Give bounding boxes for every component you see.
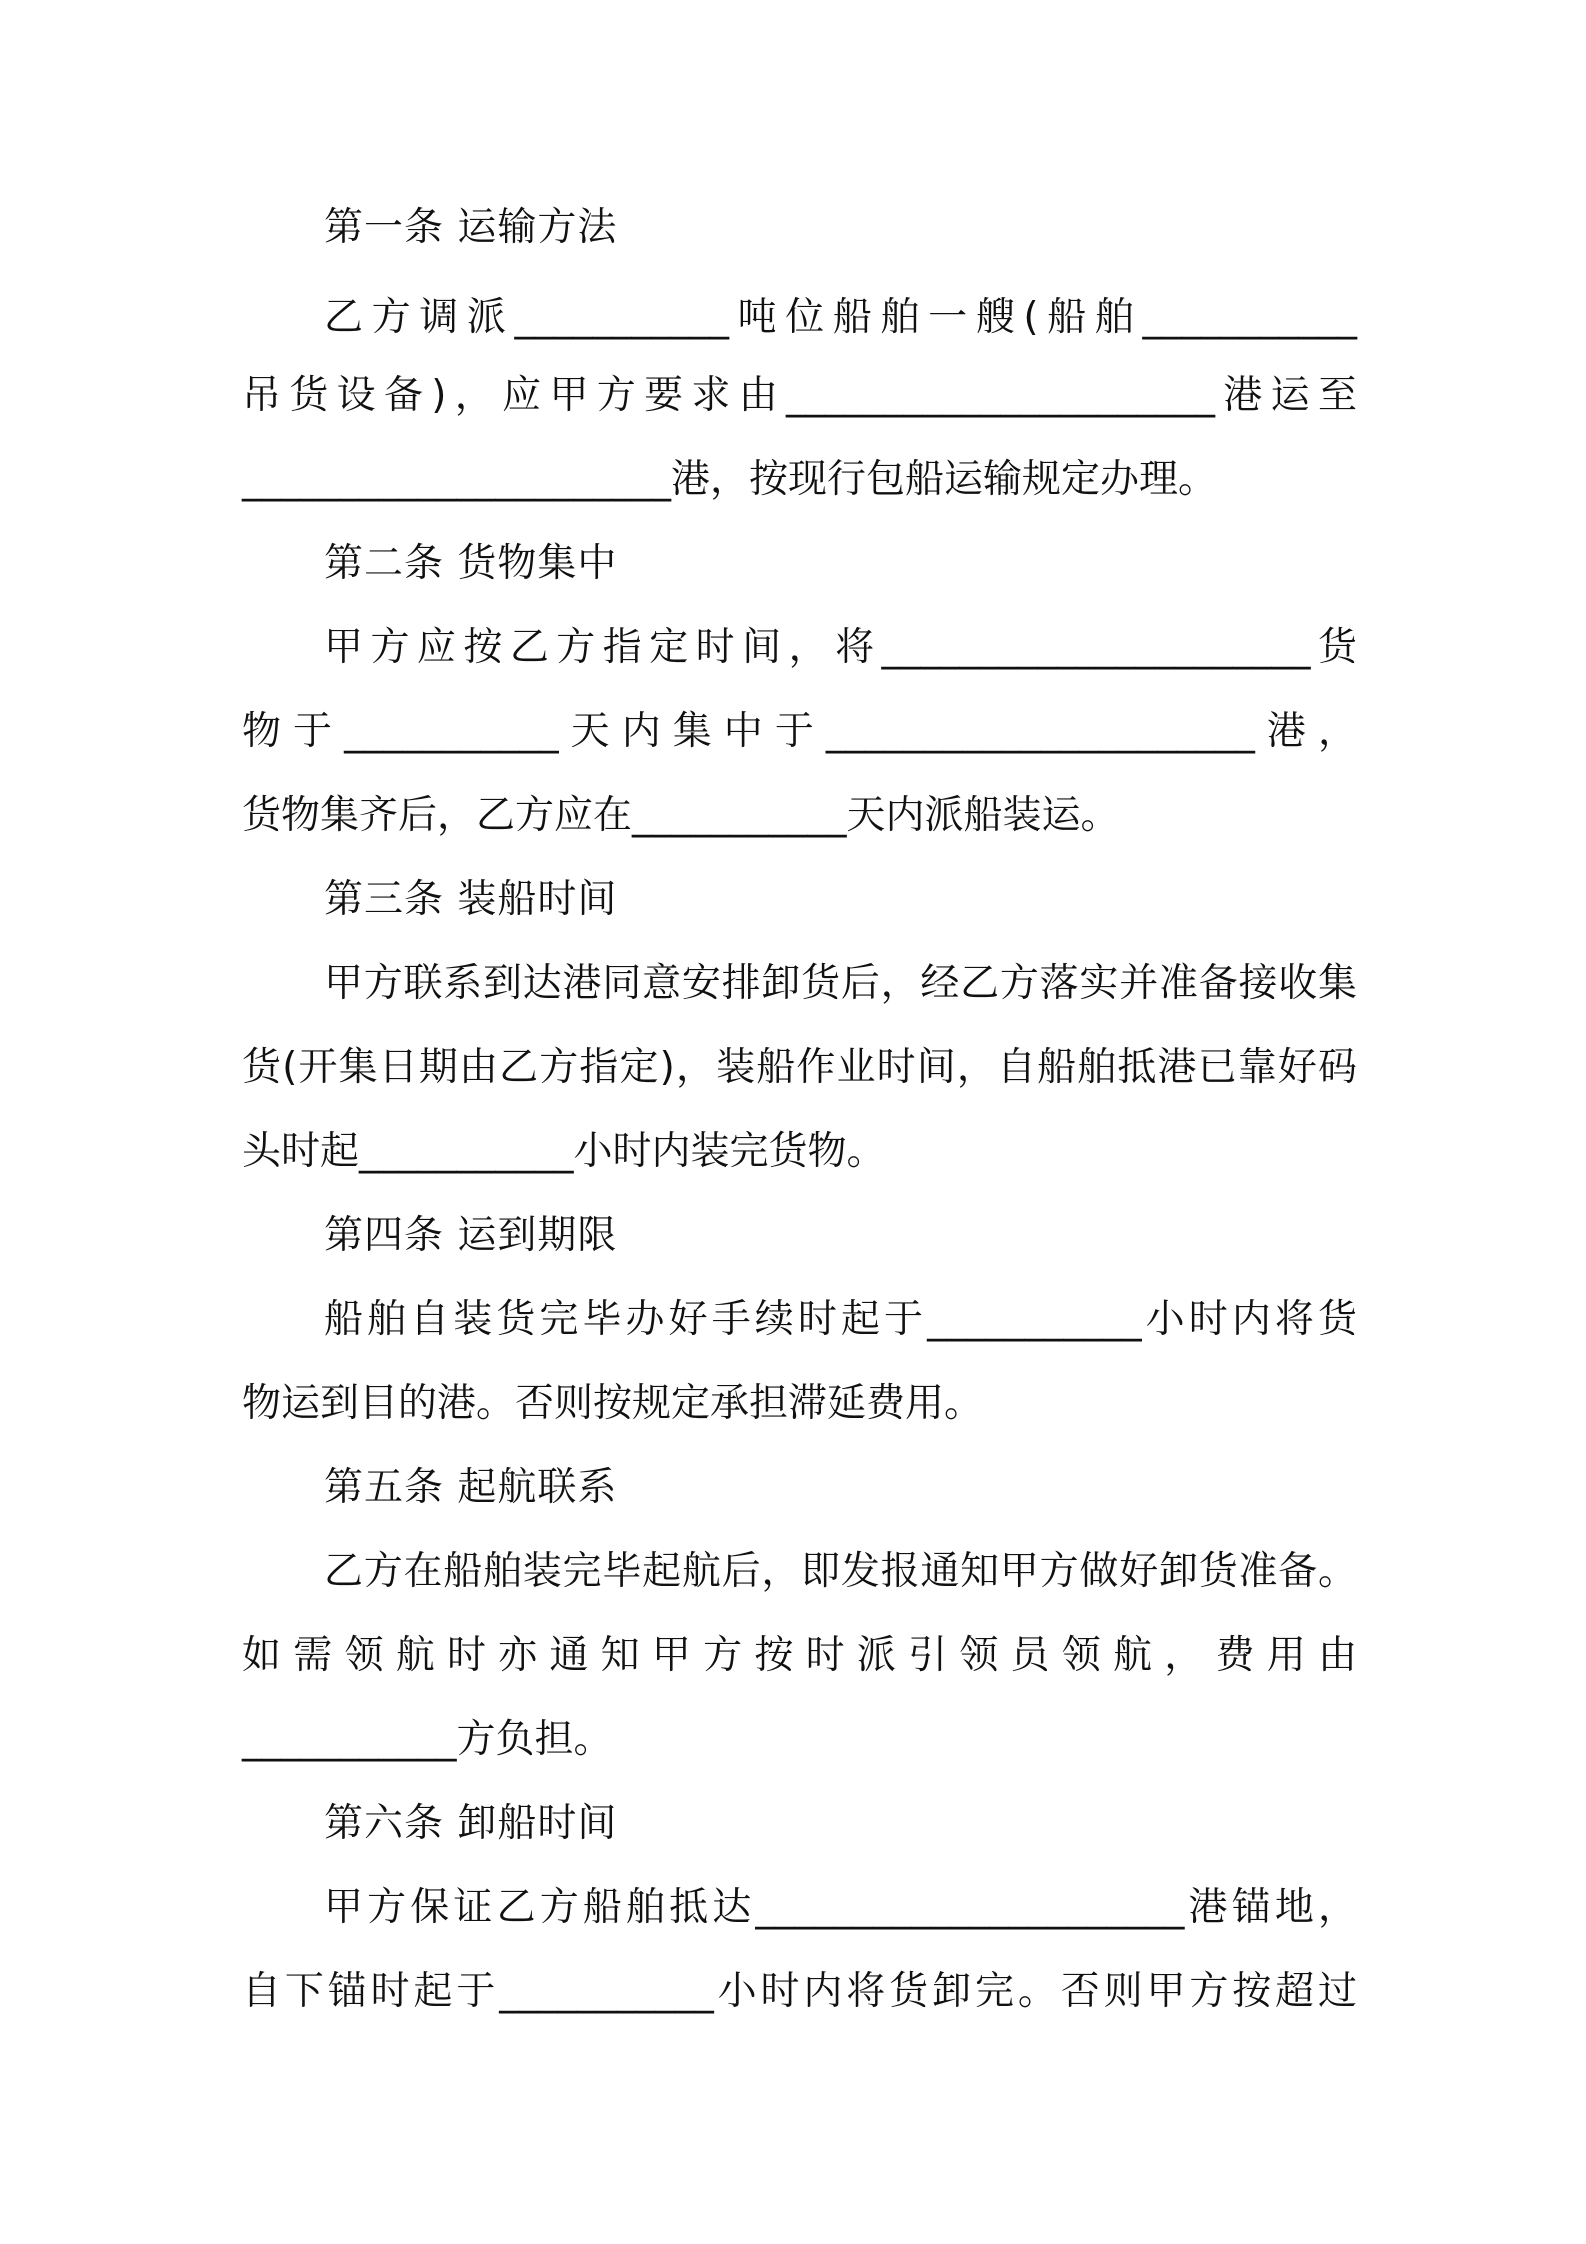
article-6-heading: 第六条 卸船时间: [324, 1801, 618, 1846]
article-2-text-line-2: 物于___________天内集中于______________________港，: [242, 709, 1357, 754]
article-1-text-line-2: 吊货设备)，应甲方要求由______________________港运至: [242, 373, 1357, 418]
article-4-text-line-1: 船舶自装货完毕办好手续时起于___________小时内将货: [324, 1297, 1357, 1342]
article-1-text-line-1: 乙方调派___________吨位船舶一艘(船舶___________: [324, 295, 1357, 340]
article-2-text-line-3: 货物集齐后，乙方应在___________天内派船装运。: [242, 793, 1120, 838]
article-5-text-line-2: 如需领航时亦通知甲方按时派引领员领航，费用由: [242, 1633, 1357, 1678]
article-1-heading: 第一条 运输方法: [324, 205, 618, 250]
article-5-text-line-3: ___________方负担。: [242, 1717, 613, 1762]
article-2-heading: 第二条 货物集中: [324, 541, 618, 586]
article-6-text-line-2: 自下锚时起于___________小时内将货卸完。否则甲方按超过: [242, 1969, 1357, 2014]
article-4-heading: 第四条 运到期限: [324, 1213, 618, 1258]
article-3-heading: 第三条 装船时间: [324, 877, 618, 922]
article-3-text-line-1: 甲方联系到达港同意安排卸货后，经乙方落实并准备接收集: [324, 961, 1357, 1006]
article-5-heading: 第五条 起航联系: [324, 1465, 618, 1510]
article-4-text-line-2: 物运到目的港。否则按规定承担滞延费用。: [242, 1381, 984, 1426]
article-6-text-line-1: 甲方保证乙方船舶抵达______________________港锚地，: [324, 1885, 1357, 1930]
article-3-text-line-2: 货(开集日期由乙方指定)，装船作业时间，自船舶抵港已靠好码: [242, 1045, 1357, 1090]
article-3-text-line-3: 头时起___________小时内装完货物。: [242, 1129, 886, 1174]
article-1-text-line-3: ______________________港，按现行包船运输规定办理。: [242, 457, 1218, 502]
article-2-text-line-1: 甲方应按乙方指定时间，将______________________货: [324, 625, 1357, 670]
article-5-text-line-1: 乙方在船舶装完毕起航后，即发报通知甲方做好卸货准备。: [324, 1549, 1357, 1594]
